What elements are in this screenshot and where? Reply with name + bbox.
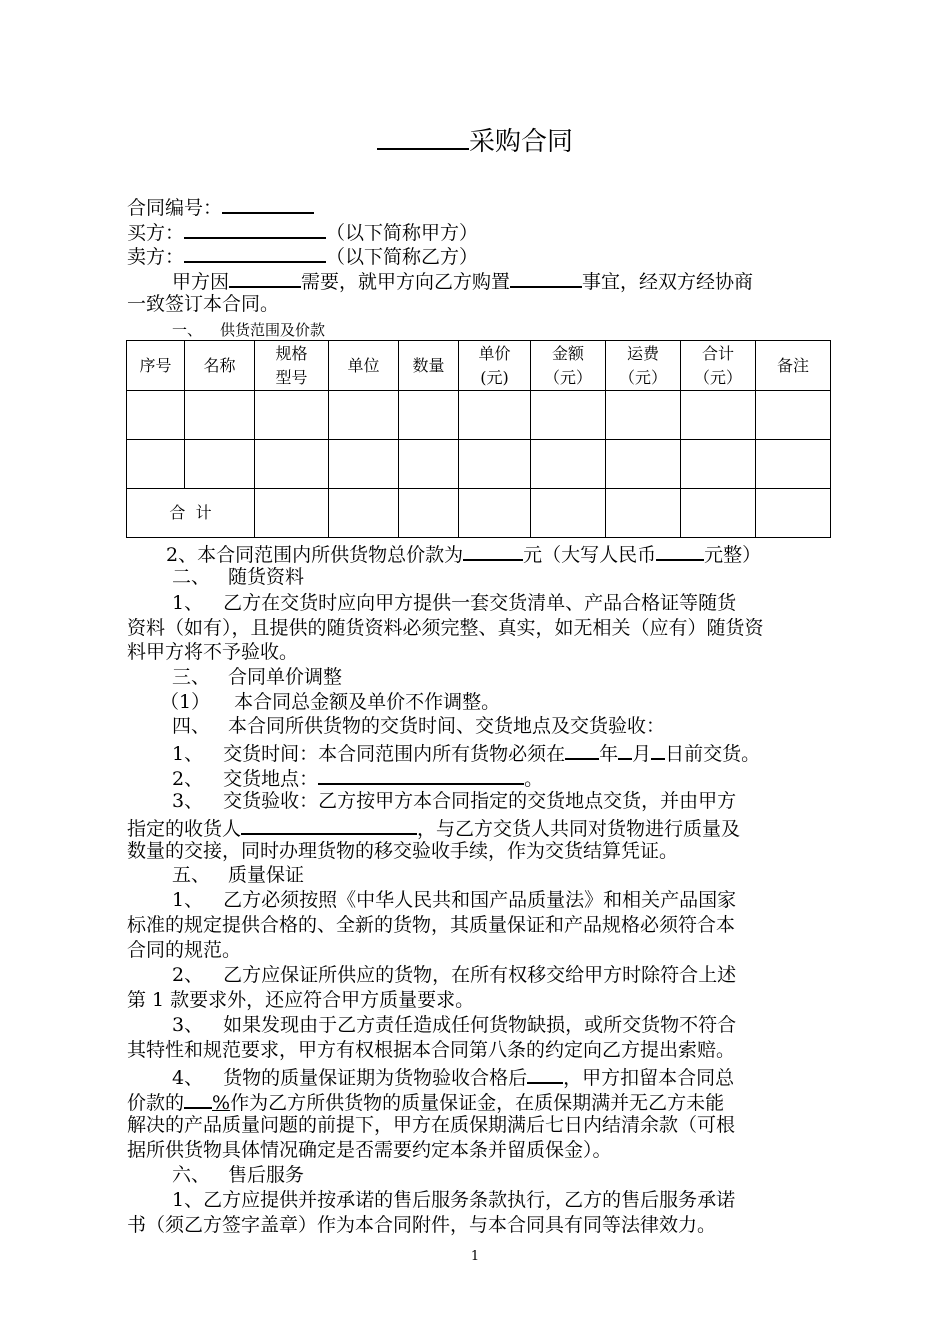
s4-item3-line3: 数量的交接，同时办理货物的移交验收手续，作为交货结算凭证。 [127, 840, 679, 862]
s4-item3-line2 [127, 814, 827, 841]
contract-number-label: 合同编号： [127, 197, 223, 219]
s5-item3-line2: 其特性和规范要求，甲方有权根据本合同第八条的约定向乙方提出索赔。 [127, 1039, 736, 1061]
item-text: 交货地点： [223, 768, 319, 790]
seller-note: （以下简称乙方） [326, 246, 479, 268]
s6-item1-line1: 1、乙方应提供并按承诺的售后服务条款执行，乙方的售后服务承诺 [172, 1189, 736, 1211]
intro-line-1 [172, 267, 872, 294]
item-text: 乙方必须按照《中华人民共和国产品质量法》和相关产品国家 [223, 889, 737, 911]
warranty-period-blank [527, 1063, 563, 1084]
item-text: 本合同总金额及单价不作调整。 [234, 691, 501, 713]
seller-blank [184, 242, 326, 263]
item-text: 指定的收货人 [127, 818, 242, 840]
item-number: （1） [160, 691, 211, 713]
total-price-part: 元整） [704, 544, 762, 566]
section-title: 供货范围及价款 [220, 321, 326, 339]
intro-part: 甲方因 [172, 271, 230, 293]
day-blank [651, 739, 665, 760]
item-text: 作为乙方所供货物的质量保证金，在质保期满并无乙方未能 [230, 1092, 725, 1114]
item-number: 3、 [172, 1014, 204, 1036]
section-title: 售后服务 [228, 1164, 305, 1186]
buyer-label: 买方： [127, 222, 185, 244]
item-number: 1、 [172, 889, 204, 911]
s2-item1-line3: 料甲方将不予验收。 [127, 641, 299, 663]
title-blank [377, 129, 469, 150]
total-price-part: 2、本合同范围内所供货物总价款为 [166, 544, 464, 566]
section-number: 六、 [172, 1164, 211, 1186]
title-text: 采购合同 [468, 127, 573, 157]
intro-line-2: 一致签订本合同。 [127, 293, 280, 315]
section-title: 质量保证 [228, 864, 305, 886]
s5-item3-line1 [172, 1013, 872, 1037]
s4-item3-line1 [172, 789, 872, 813]
total-price-blank [463, 540, 523, 561]
section-4-heading [172, 714, 872, 738]
buyer-blank [184, 218, 326, 239]
seller-line [127, 242, 827, 269]
item-text: 年 [599, 743, 619, 765]
buyer-note: （以下简称甲方） [326, 222, 479, 244]
item-number: 3、 [172, 790, 204, 812]
percent-sign: % [212, 1092, 231, 1114]
item-number: 2、 [172, 768, 204, 790]
year-blank [565, 739, 599, 760]
section-number: 四、 [172, 715, 211, 737]
section-number: 一、 [172, 321, 203, 339]
section-6-heading [172, 1163, 872, 1187]
s4-item2 [172, 764, 872, 791]
table-row [127, 440, 831, 489]
s5-item4-line2 [127, 1088, 827, 1115]
section-title: 随货资料 [228, 566, 305, 588]
header-cell-no: 序号 [127, 341, 185, 391]
header-cell-name: 名称 [185, 341, 255, 391]
delivery-location-blank [318, 764, 524, 785]
s5-item4-line3: 解决的产品质量问题的前提下，甲方在质保期满后七日内结清余款（可根 [127, 1114, 736, 1136]
item-number: 4、 [172, 1067, 204, 1089]
month-blank [618, 739, 632, 760]
intro-blank-2 [510, 267, 582, 288]
item-text: 。 [524, 768, 544, 790]
s5-item1-line1 [172, 888, 872, 912]
total-price-part: 元（大写人民币 [523, 544, 657, 566]
receiver-blank [241, 814, 417, 835]
s5-item4-line1 [172, 1063, 872, 1090]
item-text: 乙方在交货时应向甲方提供一套交货清单、产品合格证等随货 [223, 592, 737, 614]
item-text: 如果发现由于乙方责任造成任何货物缺损，或所交货物不符合 [223, 1014, 737, 1036]
item-number: 1、 [172, 592, 204, 614]
goods-table [126, 340, 831, 538]
section-2-heading [172, 565, 872, 589]
page-number: 1 [470, 1249, 480, 1264]
intro-blank-1 [229, 267, 301, 288]
s5-item2-line2: 第 1 款要求外，还应符合甲方质量要求。 [127, 989, 475, 1011]
item-text: ，甲方扣留本合同总 [563, 1067, 735, 1089]
section-number: 三、 [172, 666, 211, 688]
retention-percent-blank [184, 1088, 212, 1109]
item-text: 货物的质量保证期为货物验收合格后 [223, 1067, 528, 1089]
section-title: 合同单价调整 [228, 666, 343, 688]
section-number: 二、 [172, 566, 211, 588]
item-text: 价款的 [127, 1092, 185, 1114]
buyer-line [127, 218, 827, 245]
header-cell-total: 合计 （元） [681, 341, 756, 391]
section-1-heading [172, 318, 872, 342]
table-row [127, 391, 831, 440]
contract-number-line [127, 193, 827, 220]
item-text: 乙方应保证所供应的货物，在所有权移交给甲方时除符合上述 [223, 964, 737, 986]
s4-item1 [172, 739, 872, 766]
total-price-words-blank [656, 540, 704, 561]
s5-item1-line2: 标准的规定提供合格的、全新的货物，其质量保证和产品规格必须符合本 [127, 914, 736, 936]
contract-number-blank [222, 193, 314, 214]
item-text: 日前交货。 [665, 743, 761, 765]
s5-item4-line4: 据所供货物具体情况确定是否需要约定本条并留质保金）。 [127, 1139, 612, 1161]
header-cell-unit: 单位 [329, 341, 399, 391]
section-title: 本合同所供货物的交货时间、交货地点及交货验收： [228, 715, 666, 737]
s5-item2-line1 [172, 963, 872, 987]
table-total-row [127, 489, 831, 538]
section-3-heading [172, 665, 872, 689]
s3-item1 [160, 690, 860, 714]
header-cell-freight: 运费 （元） [606, 341, 681, 391]
total-price-line [166, 540, 866, 567]
item-text: 交货验收：乙方按甲方本合同指定的交货地点交货，并由甲方 [223, 790, 737, 812]
table-header-row [127, 341, 831, 391]
intro-part: 事宜，经双方经协商 [582, 271, 754, 293]
s2-item1-line2: 资料（如有），且提供的随货资料必须完整、真实，如无相关（应有）随货资 [127, 617, 764, 639]
s2-item1-line1 [172, 591, 872, 615]
header-cell-amount: 金额 （元） [531, 341, 606, 391]
section-5-heading [172, 863, 872, 887]
item-text: ，与乙方交货人共同对货物进行质量及 [417, 818, 741, 840]
item-number: 2、 [172, 964, 204, 986]
header-cell-quantity: 数量 [399, 341, 459, 391]
header-cell-unit-price: 单价 (元) [459, 341, 531, 391]
contract-title [0, 126, 950, 158]
s5-item1-line3: 合同的规范。 [127, 939, 242, 961]
item-text: 交货时间：本合同范围内所有货物必须在 [223, 743, 566, 765]
total-label: 合 计 [127, 489, 255, 538]
section-number: 五、 [172, 864, 211, 886]
intro-part: 需要，就甲方向乙方购置 [301, 271, 511, 293]
header-cell-spec: 规格 型号 [255, 341, 329, 391]
s6-item1-line2: 书（须乙方签字盖章）作为本合同附件，与本合同具有同等法律效力。 [127, 1214, 717, 1236]
seller-label: 卖方： [127, 246, 185, 268]
header-cell-remarks: 备注 [756, 341, 831, 391]
item-number: 1、 [172, 743, 204, 765]
item-text: 月 [632, 743, 652, 765]
